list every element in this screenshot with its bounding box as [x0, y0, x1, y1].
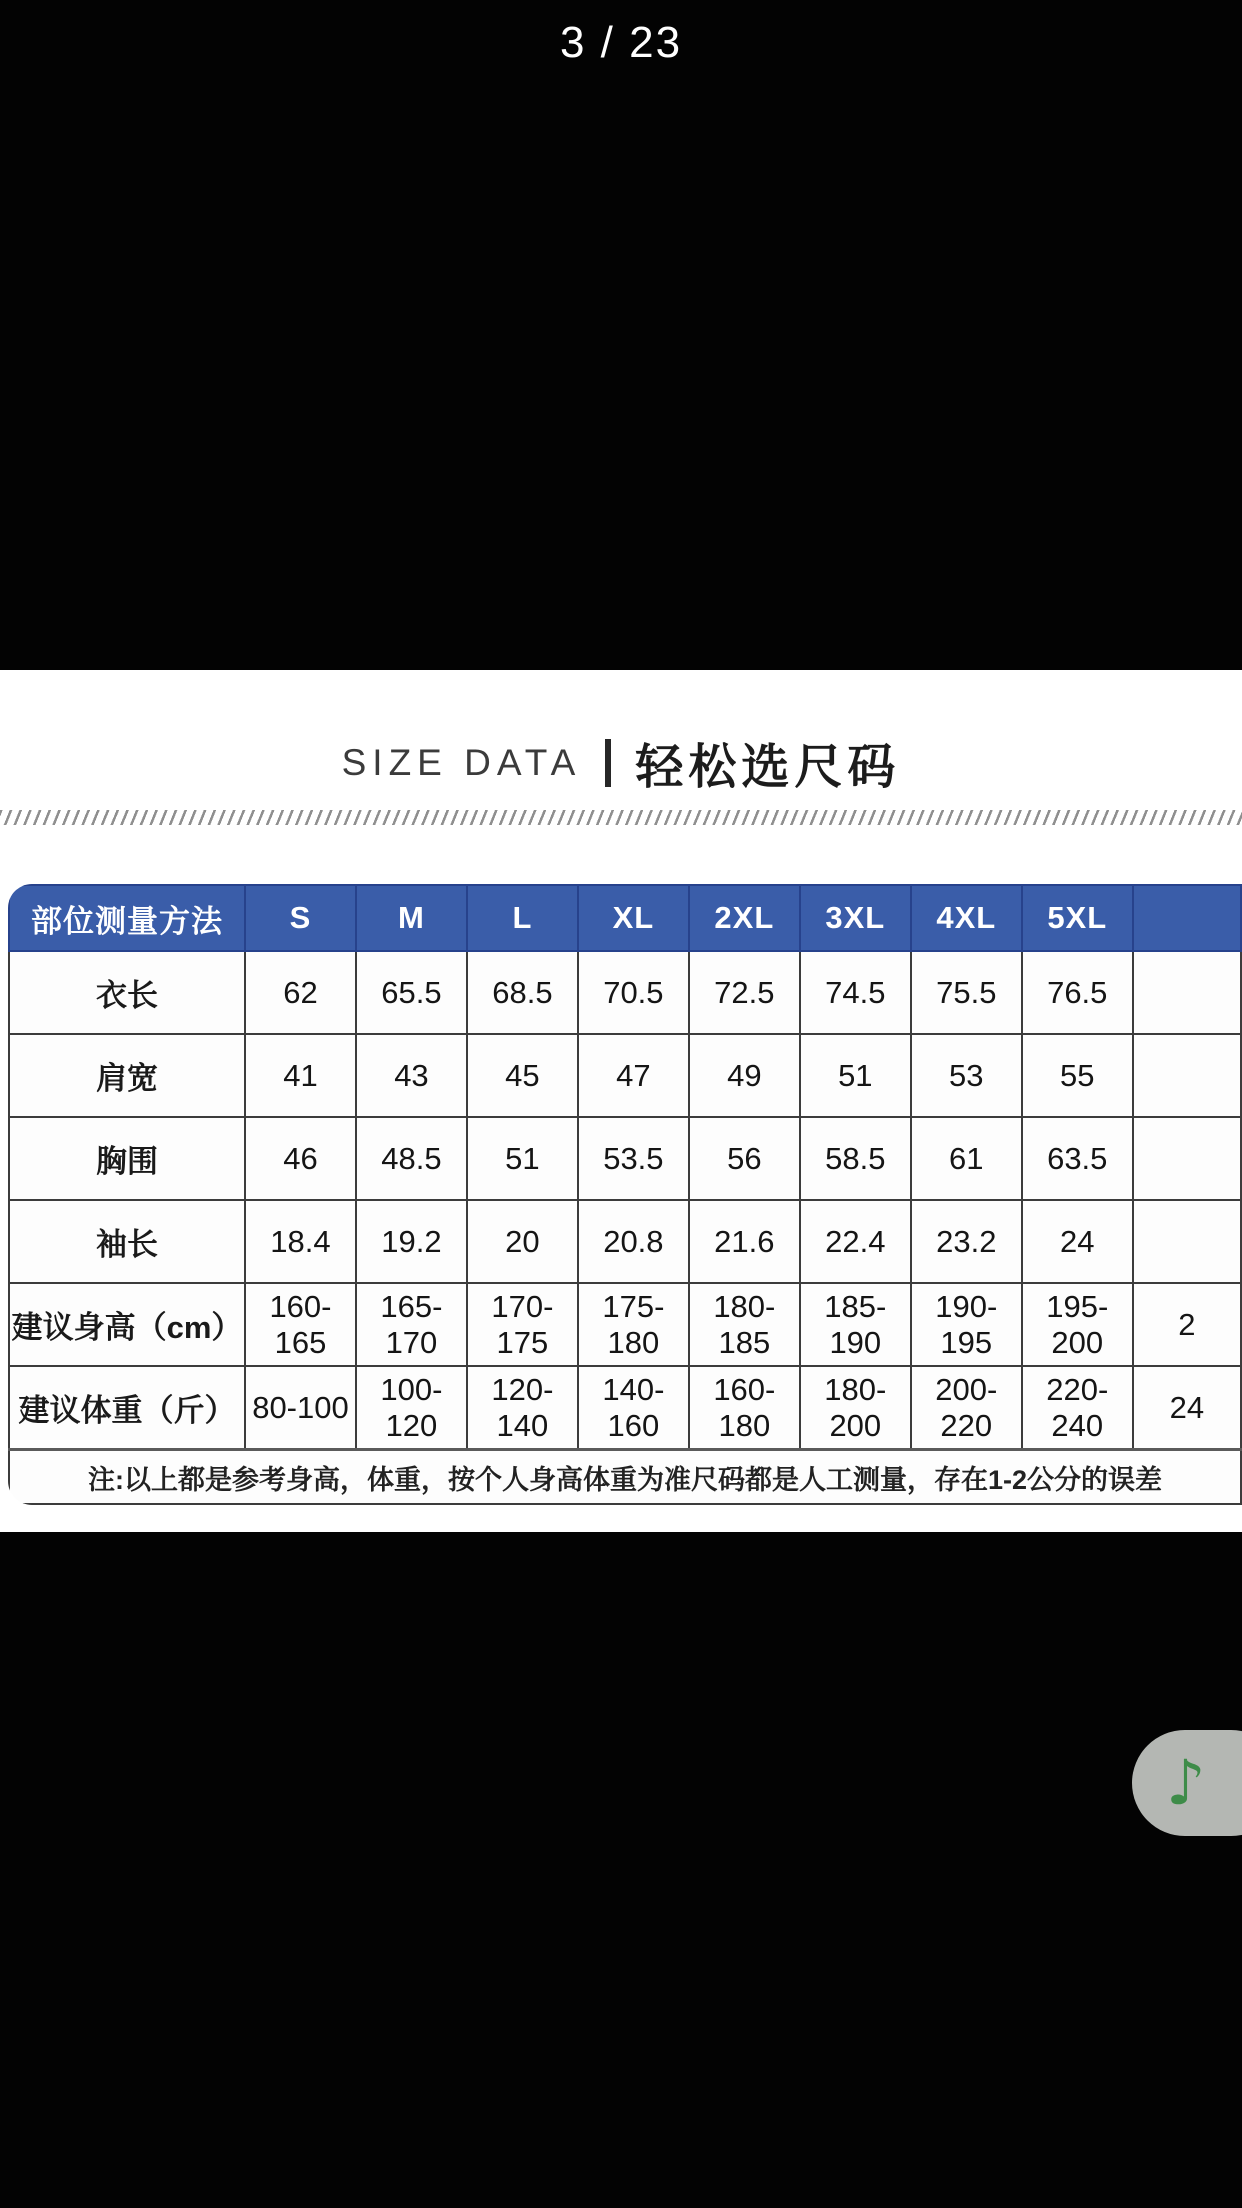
size-cell: 76.5 — [1022, 951, 1133, 1034]
size-cell: 63.5 — [1022, 1117, 1133, 1200]
title-divider-bar — [605, 739, 611, 787]
size-column-header: XL — [578, 885, 689, 951]
table-row — [9, 1200, 1241, 1283]
size-cell: 41 — [245, 1034, 356, 1117]
size-cell — [1133, 951, 1241, 1034]
music-toggle-button[interactable] — [1132, 1730, 1242, 1836]
size-cell: 75.5 — [911, 951, 1022, 1034]
size-cell: 160-180 — [689, 1366, 800, 1450]
size-cell: 140-160 — [578, 1366, 689, 1450]
size-cell: 21.6 — [689, 1200, 800, 1283]
size-cell: 180-200 — [800, 1366, 911, 1450]
size-cell: 190-195 — [911, 1283, 1022, 1366]
size-column-header: 3XL — [800, 885, 911, 951]
size-cell: 165-170 — [356, 1283, 467, 1366]
size-cell: 58.5 — [800, 1117, 911, 1200]
size-cell: 70.5 — [578, 951, 689, 1034]
size-cell: 170-175 — [467, 1283, 578, 1366]
table-row — [9, 1117, 1241, 1200]
size-table-container — [8, 884, 1242, 1505]
size-cell: 68.5 — [467, 951, 578, 1034]
size-cell: 43 — [356, 1034, 467, 1117]
size-cell: 74.5 — [800, 951, 911, 1034]
size-cell: 185-190 — [800, 1283, 911, 1366]
size-column-header: L — [467, 885, 578, 951]
size-cell: 175-180 — [578, 1283, 689, 1366]
row-label: 衣长 — [9, 951, 245, 1034]
size-cell: 100-120 — [356, 1366, 467, 1450]
size-cell: 24 — [1022, 1200, 1133, 1283]
size-cell: 51 — [800, 1034, 911, 1117]
size-cell: 160-165 — [245, 1283, 356, 1366]
size-column-header: 2XL — [689, 885, 800, 951]
size-cell — [1133, 1117, 1241, 1200]
size-cell: 180-185 — [689, 1283, 800, 1366]
size-column-header: S — [245, 885, 356, 951]
row-label: 胸围 — [9, 1117, 245, 1200]
product-image-area[interactable] — [0, 0, 1242, 670]
section-title-zh: 轻松选尺码 — [635, 741, 901, 794]
size-cell: 220-240 — [1022, 1366, 1133, 1450]
table-row — [9, 1366, 1241, 1450]
bottom-black-area[interactable] — [0, 1532, 1242, 2208]
size-column-header: 部位测量方法 — [9, 885, 245, 951]
size-cell: 53 — [911, 1034, 1022, 1117]
table-row — [9, 1283, 1241, 1366]
row-label: 建议体重（斤） — [9, 1366, 245, 1450]
size-cell: 51 — [467, 1117, 578, 1200]
size-cell: 22.4 — [800, 1200, 911, 1283]
size-cell — [1133, 1034, 1241, 1117]
size-cell: 80-100 — [245, 1366, 356, 1450]
size-cell: 46 — [245, 1117, 356, 1200]
size-cell — [1133, 1200, 1241, 1283]
size-cell: 65.5 — [356, 951, 467, 1034]
size-cell: 47 — [578, 1034, 689, 1117]
size-cell: 24 — [1133, 1366, 1241, 1450]
size-cell: 200-220 — [911, 1366, 1022, 1450]
size-cell: 195-200 — [1022, 1283, 1133, 1366]
size-cell: 120-140 — [467, 1366, 578, 1450]
size-cell: 2 — [1133, 1283, 1241, 1366]
size-column-header — [1133, 885, 1241, 951]
size-chart-panel — [0, 670, 1242, 1532]
size-cell: 61 — [911, 1117, 1022, 1200]
size-cell: 49 — [689, 1034, 800, 1117]
size-cell: 45 — [467, 1034, 578, 1117]
size-table — [8, 884, 1242, 1505]
size-cell: 18.4 — [245, 1200, 356, 1283]
section-title-en: SIZE DATA — [341, 741, 582, 783]
table-row — [9, 1034, 1241, 1117]
size-cell: 55 — [1022, 1034, 1133, 1117]
page-indicator: 3 / 23 — [559, 18, 683, 67]
size-column-header: M — [356, 885, 467, 951]
hatch-divider — [0, 810, 1242, 825]
size-cell: 72.5 — [689, 951, 800, 1034]
row-label: 袖长 — [9, 1200, 245, 1283]
row-label: 肩宽 — [9, 1034, 245, 1117]
size-cell: 56 — [689, 1117, 800, 1200]
table-note: 注:以上都是参考身高，体重，按个人身高体重为准尺码都是人工测量，存在1-2公分的误差 — [9, 1450, 1241, 1505]
size-cell: 20 — [467, 1200, 578, 1283]
size-cell: 19.2 — [356, 1200, 467, 1283]
size-cell: 53.5 — [578, 1117, 689, 1200]
table-row — [9, 951, 1241, 1034]
size-column-header: 4XL — [911, 885, 1022, 951]
size-cell: 48.5 — [356, 1117, 467, 1200]
section-title — [0, 728, 1242, 797]
size-cell: 23.2 — [911, 1200, 1022, 1283]
size-column-header: 5XL — [1022, 885, 1133, 951]
row-label: 建议身高（cm） — [9, 1283, 245, 1366]
size-cell: 20.8 — [578, 1200, 689, 1283]
music-note-icon: ♪ — [1166, 1746, 1206, 1819]
size-cell: 62 — [245, 951, 356, 1034]
